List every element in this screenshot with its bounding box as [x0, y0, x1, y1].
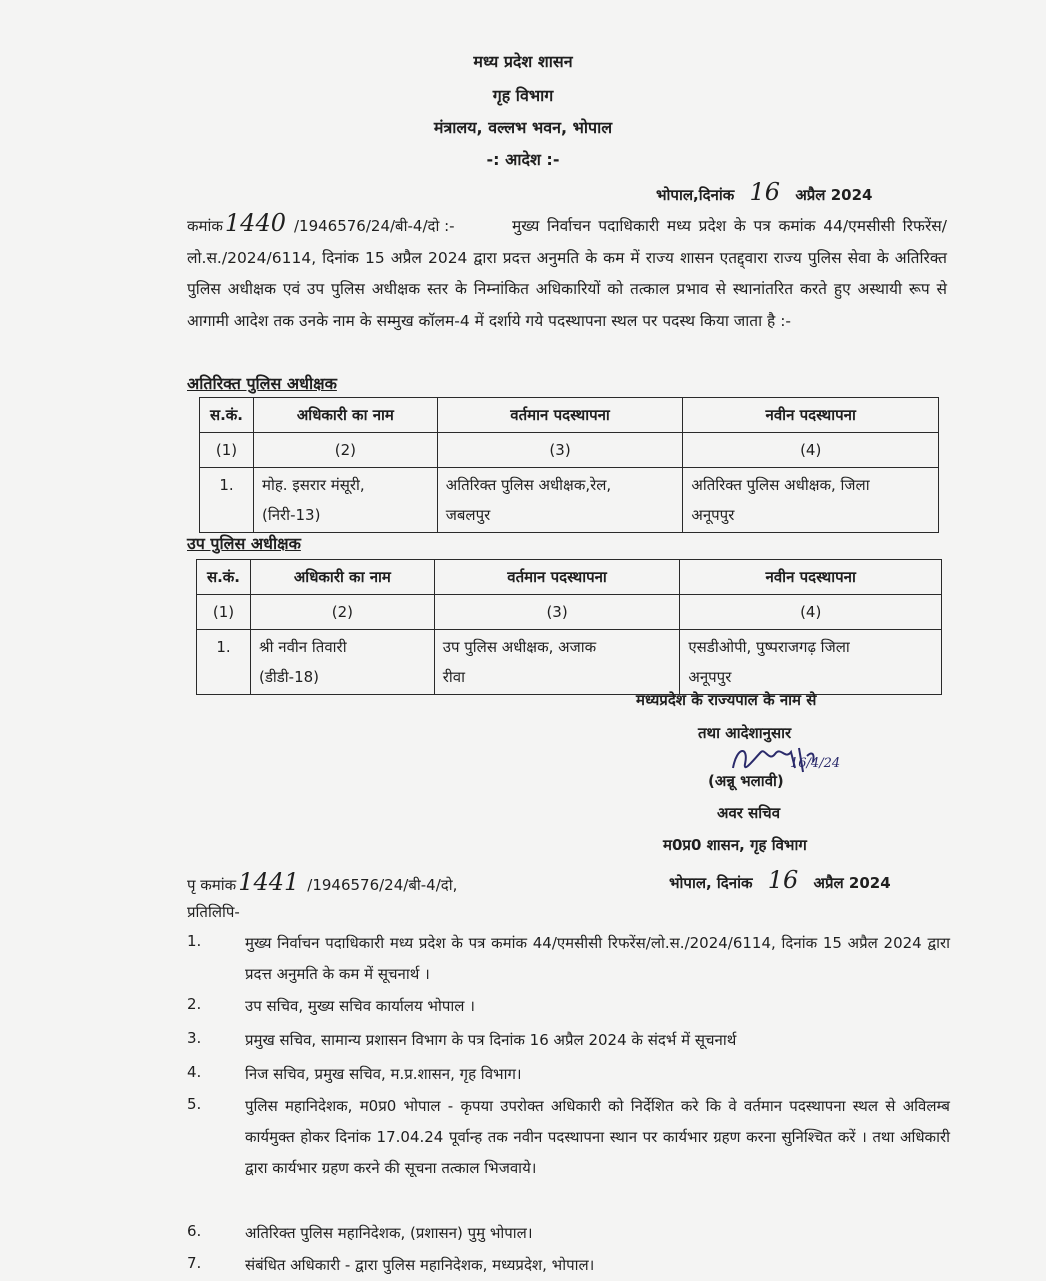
table-row: [197, 630, 942, 695]
cell-officer-name: श्री नवीन तिवारी (डीडी-18): [250, 630, 434, 695]
cell-sno: 1.: [200, 468, 254, 533]
endorsement-date: भोपाल, दिनांक 16 अप्रैल 2024: [669, 866, 891, 894]
cell-officer-name: मोह. इसरार मंसूरी, (निरी-13): [253, 468, 437, 533]
cell-current-posting: उप पुलिस अधीक्षक, अजाक रीवा: [434, 630, 680, 695]
endorsement-date-day: 16: [767, 866, 799, 894]
order-document: मध्य प्रदेश शासन गृह विभाग मंत्रालय, वल्लभ भवन, भोपाल -: आदेश :- भोपाल,दिनांक 16 अप्रैल 2024 कमांक1440 /1946576/24/बी-4/दो :- मुख्य निर्वाचन पदाधिकारी मध्य प्रदेश के पत्र कमांक 44/एमसीसी रिफरेंस/लो.स./2024/6114, दिनांक 15 अप्रैल 2024 द्वारा प्रदत्त अनुमति के कम में राज्य शासन एतद्द्वारा राज्य पुलिस सेवा के अतिरिक्त पुलिस अधीक्षक एवं उप पुलिस अधीक्षक स्तर के निम्नांकित अधिकारियों को तत्काल प्रभाव से स्थानांतरित करते हुए अस्थायी रूप से आगामी आदेश तक उनके नाम के सम्मुख कॉलम-4 में दर्शाये गये पदस्थापना स्थल पर पदस्थ किया जाता है :- अतिरिक्त पुलिस अधीक्षक स.कं. अधिकारी का नाम वर्तमान पदस्थापना नवीन पदस्थापना (1) (2) (3) (4) 1. मोह. इसरार मंसूरी, (निरी-13) अतिरिक्त पुलिस अधीक्षक,रेल, जबलपुर अतिरिक्त पुलिस अधीक्षक, जिला अनूपपुर उप पुलिस अधीक्षक स.कं. अधिकारी का नाम वर्तमान पदस्थापना नवीन पदस्थापना (1) (2) (3) (4) 1. श्री नवीन तिवारी (डीडी-18) उप पुलिस अधीक्षक, अजाक रीवा एसडीओपी, पुष्पराजगढ़ जिला अनूपपुर मध्यप्रदेश के राज्यपाल के नाम से तथा आदेशानुसार (अन्नू भलावी) 16/4/24 अवर सचिव म0प्र0 शासन, गृह विभाग पृ कमांक1441 /1946576/24/बी-4/दो, भोपाल, दिनांक 16 अप्रैल 2024 प्रतिलिपि- 1. मुख्य निर्वाचन पदाधिकारी मध्य प्रदेश के पत्र कमांक 44/एमसीसी रिफरेंस/लो.स./2024/6114, दिनांक 15 अप्रैल 2024 द्वारा प्रदत्त अनुमति के कम में सूचनार्थ । 2. उप सचिव, मुख्य सचिव कार्यालय भोपाल । 3. प्रमुख सचिव, सामान्य प्रशासन विभाग के पत्र दिनांक 16 अप्रैल 2024 के संदर्भ में सूचनार्थ 4. निज सचिव, प्रमुख सचिव, म.प्र.शासन, गृह विभाग। 5. पुलिस महानिदेशक, म0प्र0 भोपाल - कृपया उपरोक्त अधिकारी को निर्देशित करे कि वे वर्तमान पदस्थापना स्थल से अविलम्ब कार्यमुक्त होकर दिनांक 17.04.24 पूर्वान्ह तक नवीन पदस्थापना स्थान पर कार्यभार ग्रहण करना सुनिश्चित करें । तथा अधिकारी द्वारा कार्यभार ग्रहण करने की सूचना तत्काल भिजवाये। 6. अतिरिक्त पुलिस महानिदेशक, (प्रशासन) पुमु भोपाल। 7. संबंधित अधिकारी - द्वारा पुलिस महानिदेशक, मध्यप्रदेश, भोपाल।: [0, 0, 1046, 1280]
order-number-hand: 1440: [224, 209, 286, 237]
header-address: मंत्रालय, वल्लभ भवन, भोपाल: [433, 118, 613, 137]
order-number: कमांक1440 /1946576/24/बी-4/दो :-: [187, 209, 455, 237]
copy-title: प्रतिलिपि-: [187, 903, 240, 921]
cell-sno: 1.: [197, 630, 251, 695]
order-body: मुख्य निर्वाचन पदाधिकारी मध्य प्रदेश के पत्र कमांक 44/एमसीसी रिफरेंस/लो.स./2024/6114, दिनांक 15 अप्रैल 2024 द्वारा प्रदत्त अनुमति के कम में राज्य शासन एतद्द्वारा राज्य पुलिस सेवा के अतिरिक्त पुलिस अधीक्षक एवं उप पुलिस अधीक्षक स्तर के निम्नांकित अधिकारियों को तत्काल प्रभाव से स्थानांतरित करते हुए अस्थायी रूप से आगामी आदेश तक उनके नाम के सम्मुख कॉलम-4 में दर्शाये गये पदस्थापना स्थल पर पदस्थ किया जाता है :-: [187, 217, 947, 330]
table-header-row: [200, 398, 939, 433]
signature-line-governor: मध्यप्रदेश के राज्यपाल के नाम से: [636, 691, 817, 709]
cell-current-posting: अतिरिक्त पुलिस अधीक्षक,रेल, जबलपुर: [437, 468, 683, 533]
section-title-addl-sp: अतिरिक्त पुलिस अधीक्षक: [187, 374, 337, 393]
order-date-day: 16: [749, 178, 781, 206]
order-date: भोपाल,दिनांक 16 अप्रैल 2024: [656, 178, 873, 206]
th-sno: स.कं.: [197, 560, 251, 595]
th-current-posting: वर्तमान पदस्थापना: [437, 398, 683, 433]
table-col-number-row: (1) (2) (3) (4): [197, 595, 942, 630]
table-col-number-row: (1) (2) (3) (4): [200, 433, 939, 468]
order-title: -: आदेश :-: [486, 150, 560, 169]
signatory-designation: अवर सचिव: [717, 804, 781, 822]
section-title-dsp: उप पुलिस अधीक्षक: [187, 534, 301, 553]
signatory-department: म0प्र0 शासन, गृह विभाग: [663, 836, 807, 854]
header-department: गृह विभाग: [492, 86, 554, 105]
signature-line-order: तथा आदेशानुसार: [698, 724, 792, 742]
th-sno: स.कं.: [200, 398, 254, 433]
table-addl-sp: [199, 397, 939, 533]
endorsement-number: पृ कमांक1441 /1946576/24/बी-4/दो,: [187, 868, 458, 896]
table-header-row: [197, 560, 942, 595]
cell-new-posting: अतिरिक्त पुलिस अधीक्षक, जिला अनूपपुर: [683, 468, 939, 533]
cell-new-posting: एसडीओपी, पुष्पराजगढ़ जिला अनूपपुर: [680, 630, 942, 695]
signature-date: 16/4/24: [790, 756, 841, 771]
th-current-posting: वर्तमान पदस्थापना: [434, 560, 680, 595]
table-dsp: [196, 559, 942, 695]
th-new-posting: नवीन पदस्थापना: [680, 560, 942, 595]
signatory-name: (अन्नू भलावी): [708, 772, 784, 790]
endorsement-number-hand: 1441: [238, 868, 300, 896]
th-new-posting: नवीन पदस्थापना: [683, 398, 939, 433]
header-govt: मध्य प्रदेश शासन: [473, 52, 573, 71]
table-row: [200, 468, 939, 533]
th-name: अधिकारी का नाम: [253, 398, 437, 433]
th-name: अधिकारी का नाम: [250, 560, 434, 595]
